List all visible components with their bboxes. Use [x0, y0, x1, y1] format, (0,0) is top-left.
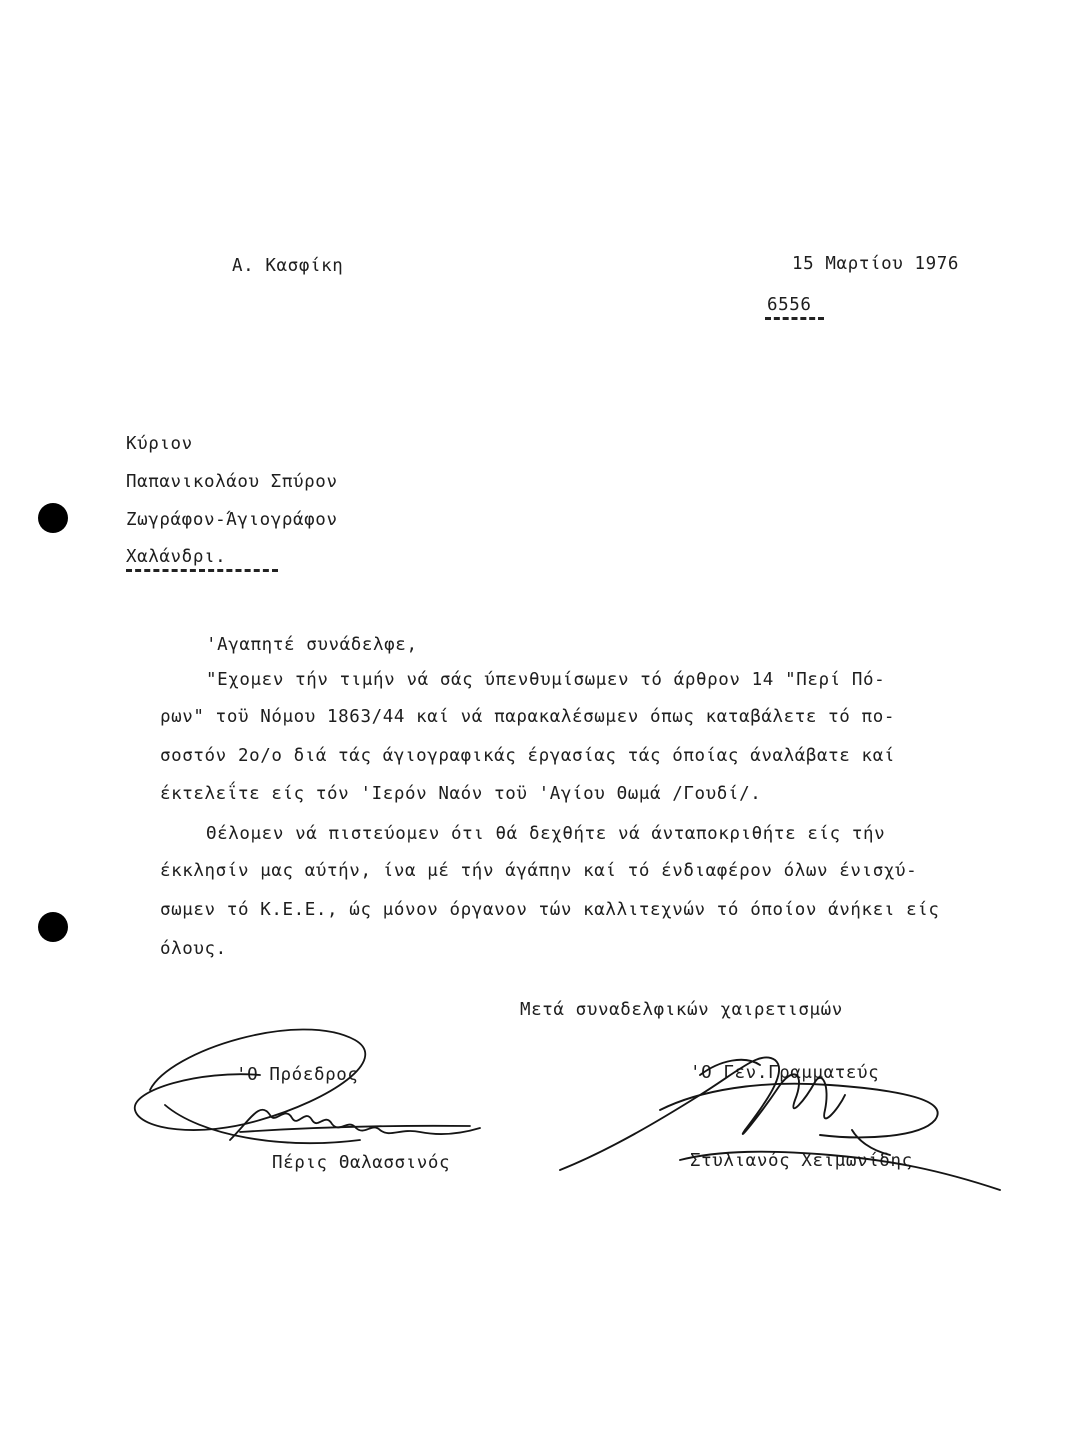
recipient-title: Κύριον: [126, 434, 193, 454]
secretary-title: 'Ο Γεν.Γραμματεύς: [690, 1063, 880, 1083]
body-line: σωμεν τό Κ.Ε.Ε., ώς μόνον όργανον τών καλλιτεχνών τό όποίον άνήκει είς: [160, 900, 940, 920]
greeting: 'Αγαπητέ συνάδελφε,: [206, 635, 418, 655]
president-signature: [135, 1030, 480, 1144]
letter-date: 15 Μαρτίου 1976: [792, 254, 960, 274]
body-line: ρων" τοϋ Νόμου 1863/44 καί νά παρακαλέσωμεν όπως καταβάλετε τό πο-: [160, 707, 895, 727]
body-line: σοστόν 2ο/ο διά τάς άγιογραφικάς έργασίας τάς όποίας άναλάβατε καί: [160, 746, 895, 766]
secretary-name: Στυλιανός Χειμωνίδης: [690, 1151, 913, 1171]
president-title: 'Ο Πρόεδρος: [236, 1065, 359, 1085]
body-line: όλους.: [160, 939, 227, 959]
body-line: έκκλησίν μας αύτήν, ίνα μέ τήν άγάπην καί τό ένδιαφέρον όλων ένισχύ-: [160, 861, 918, 881]
president-name: Πέρις Θαλασσινός: [272, 1153, 451, 1173]
punch-hole-bottom: [38, 912, 68, 942]
body-line: "Εχομεν τήν τιμήν νά σάς ύπενθυμίσωμεν τό άρθρον 14 "Περί Πό-: [206, 670, 886, 690]
recipient-profession: Ζωγράφον-Άγιογράφον: [126, 510, 338, 530]
body-line: Θέλομεν νά πιστεύομεν ότι θά δεχθήτε νά άνταποκριθήτε είς τήν: [206, 824, 886, 844]
recipient-name: Παπανικολάου Σπύρον: [126, 472, 338, 492]
recipient-location: Χαλάνδρι.: [126, 547, 278, 572]
closing-formula: Μετά συναδελφικών χαιρετισμών: [520, 1000, 843, 1020]
body-line: έκτελεΐτε είς τόν 'Ιερόν Ναόν τοϋ 'Αγίου Θωμά /Γουδί/.: [160, 784, 762, 804]
protocol-number: 6556: [765, 295, 824, 320]
sender-name: Α. Κασφίκη: [232, 256, 344, 276]
punch-hole-top: [38, 503, 68, 533]
